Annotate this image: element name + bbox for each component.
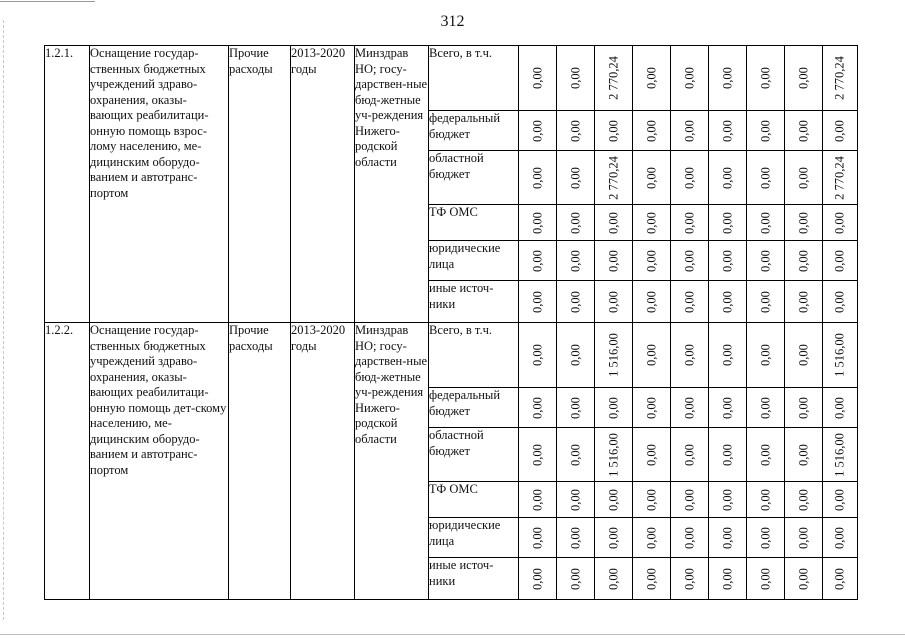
amount-cell — [519, 281, 557, 323]
amount-value: 0,00 — [529, 567, 544, 590]
amount-cell — [557, 323, 595, 388]
amount-value: 0,00 — [795, 119, 810, 142]
amount-value: 0,00 — [832, 290, 847, 313]
amount-cell — [557, 46, 595, 111]
budget-table — [44, 45, 858, 600]
amount-value: 0,00 — [567, 526, 582, 549]
amount-cell — [519, 428, 557, 482]
amount-cell — [823, 323, 858, 388]
funding-source-label: федеральный бюджет — [429, 111, 519, 151]
amount-cell — [747, 151, 785, 205]
funding-source-label: Всего, в т.ч. — [429, 46, 519, 111]
amount-cell — [595, 388, 633, 428]
amount-value: 0,00 — [605, 290, 620, 313]
amount-cell — [633, 323, 671, 388]
amount-value: 0,00 — [529, 290, 544, 313]
amount-value: 0,00 — [832, 396, 847, 419]
amount-value: 0,00 — [567, 290, 582, 313]
amount-value: 0,00 — [757, 290, 772, 313]
amount-cell — [709, 281, 747, 323]
amount-cell — [747, 482, 785, 518]
amount-value: 0,00 — [681, 567, 696, 590]
amount-value: 0,00 — [719, 290, 734, 313]
amount-cell — [785, 151, 823, 205]
amount-cell — [823, 558, 858, 600]
amount-value: 0,00 — [719, 119, 734, 142]
amount-value: 0,00 — [832, 526, 847, 549]
amount-cell — [785, 518, 823, 558]
amount-cell — [595, 281, 633, 323]
amount-cell — [747, 428, 785, 482]
amount-cell — [823, 482, 858, 518]
amount-value: 0,00 — [567, 344, 582, 366]
amount-cell — [747, 46, 785, 111]
amount-value: 0,00 — [795, 567, 810, 590]
amount-cell — [709, 205, 747, 241]
funding-source-label: федеральный бюджет — [429, 388, 519, 428]
amount-cell — [595, 241, 633, 281]
amount-value: 0,00 — [795, 488, 810, 511]
amount-value: 0,00 — [643, 526, 658, 549]
amount-value: 0,00 — [795, 443, 810, 466]
amount-cell — [823, 281, 858, 323]
amount-cell — [519, 241, 557, 281]
executor: Минздрав НО; госу-дарствен-ные бюд-жетные уч-реждения Нижего-родской области — [355, 46, 429, 323]
amount-value: 0,00 — [757, 344, 772, 366]
amount-value: 0,00 — [643, 396, 658, 419]
item-code: 1.2.1. — [45, 46, 90, 323]
amount-cell — [595, 518, 633, 558]
amount-value: 0,00 — [529, 526, 544, 549]
amount-cell — [557, 111, 595, 151]
scan-edge-bottom — [0, 634, 905, 635]
amount-value: 0,00 — [567, 396, 582, 419]
amount-cell — [709, 46, 747, 111]
amount-cell — [747, 518, 785, 558]
amount-value: 0,00 — [719, 166, 734, 189]
amount-cell — [633, 281, 671, 323]
amount-value: 0,00 — [643, 249, 658, 272]
amount-value: 0,00 — [757, 67, 772, 89]
amount-cell — [633, 482, 671, 518]
amount-cell — [709, 151, 747, 205]
amount-cell — [671, 241, 709, 281]
amount-value: 0,00 — [605, 249, 620, 272]
amount-cell — [785, 111, 823, 151]
amount-cell — [557, 482, 595, 518]
amount-cell — [747, 111, 785, 151]
amount-cell — [671, 205, 709, 241]
amount-cell — [557, 205, 595, 241]
amount-cell — [595, 111, 633, 151]
amount-value: 0,00 — [643, 67, 658, 89]
amount-cell — [671, 46, 709, 111]
amount-cell — [633, 205, 671, 241]
amount-cell — [747, 323, 785, 388]
amount-value: 2 770,24 — [832, 56, 847, 100]
amount-value: 0,00 — [643, 344, 658, 366]
amount-cell — [785, 388, 823, 428]
amount-cell — [671, 388, 709, 428]
amount-value: 0,00 — [719, 249, 734, 272]
amount-cell — [709, 241, 747, 281]
amount-cell — [519, 558, 557, 600]
amount-value: 2 770,24 — [832, 155, 847, 200]
amount-value: 0,00 — [529, 344, 544, 366]
amount-value: 0,00 — [567, 249, 582, 272]
amount-cell — [747, 558, 785, 600]
amount-value: 0,00 — [832, 119, 847, 142]
amount-cell — [557, 151, 595, 205]
amount-cell — [785, 323, 823, 388]
amount-value: 0,00 — [681, 443, 696, 466]
amount-value: 0,00 — [681, 344, 696, 366]
executor: Минздрав НО; госу-дарствен-ные бюд-жетные уч-реждения Нижего-родской области — [355, 323, 429, 600]
amount-value: 0,00 — [643, 119, 658, 142]
amount-cell — [823, 46, 858, 111]
amount-value: 0,00 — [529, 488, 544, 511]
amount-cell — [747, 241, 785, 281]
amount-cell — [671, 281, 709, 323]
amount-value: 0,00 — [681, 249, 696, 272]
amount-value: 0,00 — [681, 396, 696, 419]
amount-value: 1 516,00 — [605, 432, 620, 477]
funding-source-label: юридические лица — [429, 518, 519, 558]
amount-cell — [633, 241, 671, 281]
amount-value: 0,00 — [643, 290, 658, 313]
amount-value: 0,00 — [719, 443, 734, 466]
amount-value: 1 516,00 — [832, 333, 847, 377]
amount-value: 0,00 — [567, 443, 582, 466]
amount-value: 0,00 — [567, 567, 582, 590]
scan-edge-top — [0, 1, 95, 2]
amount-cell — [595, 558, 633, 600]
amount-value: 0,00 — [719, 526, 734, 549]
funding-source-label: Всего, в т.ч. — [429, 323, 519, 388]
funding-source-label: иные источ-ники — [429, 558, 519, 600]
amount-value: 2 770,24 — [605, 155, 620, 200]
amount-value: 0,00 — [795, 526, 810, 549]
amount-value: 0,00 — [757, 567, 772, 590]
amount-value: 0,00 — [681, 67, 696, 89]
funding-source-label: областной бюджет — [429, 151, 519, 205]
amount-cell — [557, 558, 595, 600]
amount-value: 0,00 — [567, 119, 582, 142]
amount-cell — [785, 281, 823, 323]
amount-value: 0,00 — [681, 166, 696, 189]
amount-cell — [823, 428, 858, 482]
amount-cell — [671, 518, 709, 558]
amount-value: 0,00 — [643, 443, 658, 466]
amount-cell — [785, 558, 823, 600]
amount-value: 0,00 — [795, 344, 810, 366]
amount-cell — [709, 111, 747, 151]
amount-value: 0,00 — [529, 67, 544, 89]
amount-cell — [671, 482, 709, 518]
amount-cell — [709, 428, 747, 482]
amount-value: 0,00 — [529, 119, 544, 142]
binding-margin-mark — [3, 20, 5, 620]
amount-cell — [519, 111, 557, 151]
amount-cell — [709, 482, 747, 518]
implementation-period: 2013-2020 годы — [291, 323, 355, 600]
amount-value: 0,00 — [757, 396, 772, 419]
amount-cell — [671, 151, 709, 205]
amount-cell — [633, 518, 671, 558]
amount-cell — [671, 323, 709, 388]
funding-source-label: ТФ ОМС — [429, 205, 519, 241]
funding-source-label: иные источ-ники — [429, 281, 519, 323]
amount-cell — [823, 151, 858, 205]
amount-cell — [519, 482, 557, 518]
amount-value: 0,00 — [795, 249, 810, 272]
amount-cell — [595, 428, 633, 482]
amount-value: 0,00 — [795, 67, 810, 89]
amount-cell — [671, 428, 709, 482]
amount-value: 0,00 — [832, 567, 847, 590]
amount-cell — [595, 482, 633, 518]
amount-cell — [785, 46, 823, 111]
amount-value: 0,00 — [757, 211, 772, 234]
amount-value: 0,00 — [719, 488, 734, 511]
amount-value: 0,00 — [757, 443, 772, 466]
amount-cell — [519, 205, 557, 241]
amount-value: 0,00 — [605, 526, 620, 549]
amount-value: 0,00 — [757, 488, 772, 511]
amount-cell — [633, 388, 671, 428]
amount-cell — [633, 46, 671, 111]
amount-value: 0,00 — [681, 290, 696, 313]
amount-cell — [557, 388, 595, 428]
amount-value: 0,00 — [643, 567, 658, 590]
amount-value: 0,00 — [832, 488, 847, 511]
expense-type: Прочие расходы — [229, 46, 291, 323]
amount-cell — [519, 518, 557, 558]
amount-value: 0,00 — [605, 211, 620, 234]
amount-cell — [557, 281, 595, 323]
amount-value: 0,00 — [757, 249, 772, 272]
amount-cell — [785, 205, 823, 241]
amount-value: 0,00 — [605, 396, 620, 419]
amount-value: 0,00 — [681, 119, 696, 142]
amount-value: 0,00 — [643, 488, 658, 511]
amount-cell — [595, 323, 633, 388]
amount-value: 0,00 — [529, 396, 544, 419]
amount-value: 0,00 — [605, 567, 620, 590]
funding-source-label: областной бюджет — [429, 428, 519, 482]
amount-value: 0,00 — [719, 344, 734, 366]
amount-value: 0,00 — [567, 211, 582, 234]
amount-cell — [823, 205, 858, 241]
amount-value: 0,00 — [832, 211, 847, 234]
page-number: 312 — [440, 13, 465, 30]
amount-cell — [823, 241, 858, 281]
amount-cell — [671, 111, 709, 151]
amount-cell — [785, 482, 823, 518]
amount-cell — [671, 558, 709, 600]
amount-cell — [557, 518, 595, 558]
table-row — [45, 323, 858, 388]
amount-cell — [633, 151, 671, 205]
amount-value: 0,00 — [529, 443, 544, 466]
amount-value: 0,00 — [567, 166, 582, 189]
amount-cell — [519, 388, 557, 428]
amount-cell — [747, 205, 785, 241]
table-row — [45, 46, 858, 111]
amount-cell — [519, 151, 557, 205]
amount-value: 0,00 — [643, 166, 658, 189]
amount-value: 0,00 — [643, 211, 658, 234]
amount-cell — [709, 388, 747, 428]
amount-value: 0,00 — [795, 396, 810, 419]
amount-value: 2 770,24 — [605, 56, 620, 100]
amount-value: 0,00 — [719, 567, 734, 590]
item-description: Оснащение государ-ственных бюджетных учреждений здраво-охранения, оказы-вающих реабилитаци-онную помощь дет-скому населению, ме-дицинским оборудо-ванием и автотранс-портом — [90, 323, 229, 600]
amount-cell — [633, 558, 671, 600]
implementation-period: 2013-2020 годы — [291, 46, 355, 323]
amount-value: 0,00 — [757, 119, 772, 142]
amount-value: 0,00 — [757, 166, 772, 189]
amount-cell — [709, 518, 747, 558]
amount-cell — [519, 323, 557, 388]
amount-value: 0,00 — [681, 526, 696, 549]
funding-source-label: юридические лица — [429, 241, 519, 281]
amount-value: 0,00 — [529, 211, 544, 234]
amount-value: 0,00 — [795, 166, 810, 189]
item-description: Оснащение государ-ственных бюджетных учреждений здраво-охранения, оказы-вающих реабилитаци-онную помощь взрос-лому населению, ме-дицинским оборудо-ванием и автотранс-портом — [90, 46, 229, 323]
amount-cell — [633, 111, 671, 151]
amount-value: 0,00 — [681, 488, 696, 511]
amount-cell — [823, 518, 858, 558]
amount-cell — [823, 388, 858, 428]
amount-value: 0,00 — [795, 290, 810, 313]
amount-value: 1 516,00 — [832, 432, 847, 477]
amount-cell — [747, 388, 785, 428]
amount-value: 0,00 — [529, 166, 544, 189]
amount-value: 0,00 — [719, 67, 734, 89]
amount-cell — [785, 241, 823, 281]
amount-value: 0,00 — [567, 488, 582, 511]
amount-cell — [709, 323, 747, 388]
amount-cell — [747, 281, 785, 323]
amount-value: 0,00 — [605, 488, 620, 511]
amount-value: 0,00 — [719, 211, 734, 234]
expense-type: Прочие расходы — [229, 323, 291, 600]
amount-value: 0,00 — [719, 396, 734, 419]
amount-cell — [595, 46, 633, 111]
amount-cell — [519, 46, 557, 111]
amount-cell — [709, 558, 747, 600]
amount-value: 0,00 — [567, 67, 582, 89]
amount-value: 0,00 — [757, 526, 772, 549]
item-code: 1.2.2. — [45, 323, 90, 600]
amount-cell — [595, 151, 633, 205]
amount-value: 0,00 — [795, 211, 810, 234]
amount-cell — [557, 241, 595, 281]
amount-cell — [595, 205, 633, 241]
amount-value: 0,00 — [605, 119, 620, 142]
funding-source-label: ТФ ОМС — [429, 482, 519, 518]
amount-value: 0,00 — [832, 249, 847, 272]
amount-cell — [557, 428, 595, 482]
amount-cell — [633, 428, 671, 482]
amount-value: 0,00 — [529, 249, 544, 272]
amount-cell — [823, 111, 858, 151]
amount-value: 1 516,00 — [605, 333, 620, 377]
amount-cell — [785, 428, 823, 482]
amount-value: 0,00 — [681, 211, 696, 234]
